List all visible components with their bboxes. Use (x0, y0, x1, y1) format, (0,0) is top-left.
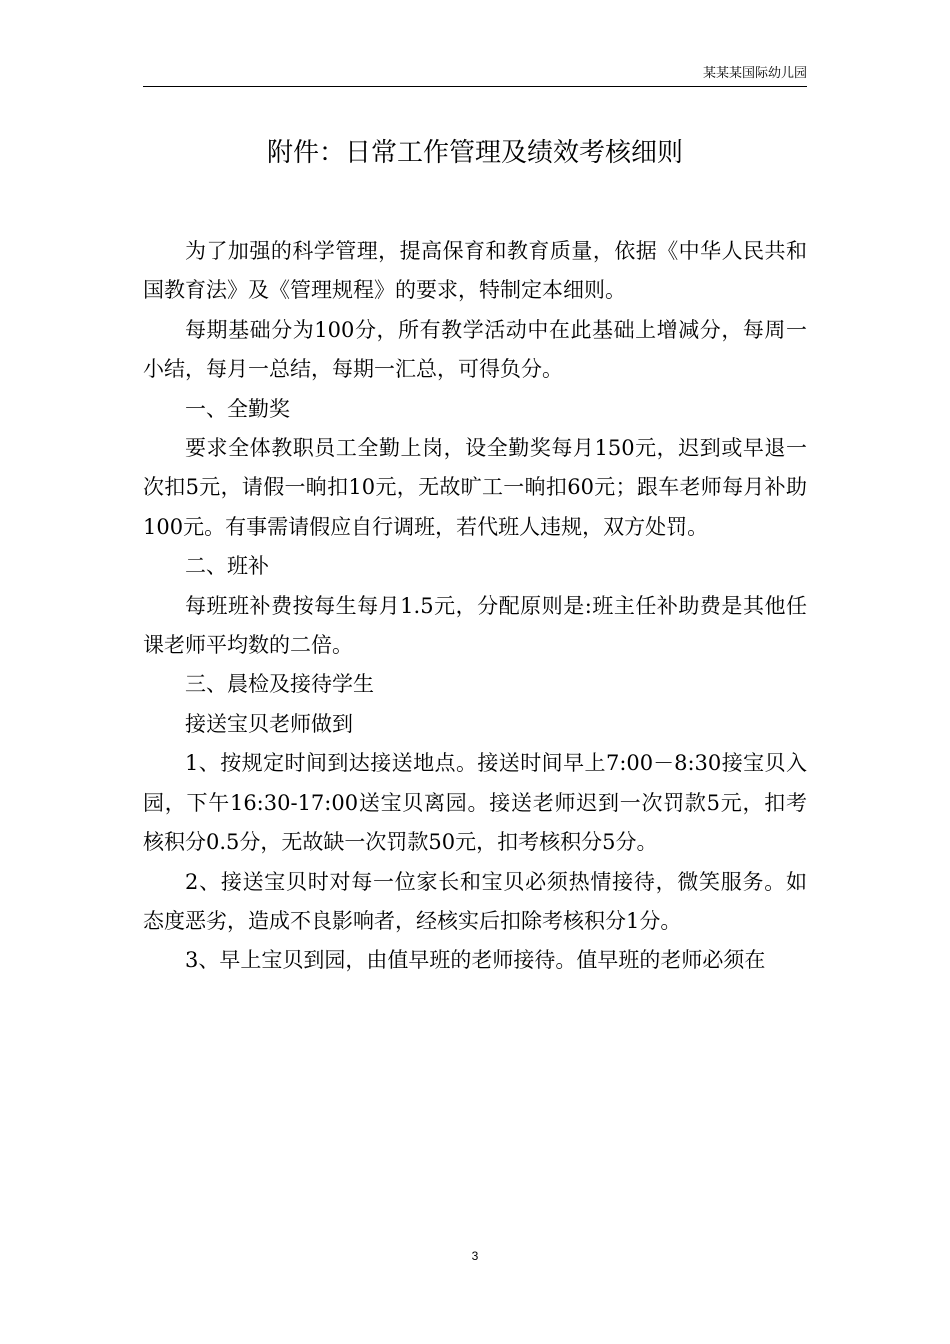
document-title: 附件：日常工作管理及绩效考核细则 (266, 138, 683, 168)
section-heading-class-subsidy: 二、班补 (185, 554, 269, 579)
paragraph-base-score: 每期基础分为100分，所有教学活动中在此基础上增减分，每周一小结，每月一总结，每期一汇总，可得负分。 (143, 317, 807, 382)
paragraph-class-subsidy: 每班班补费按每生每月1.5元，分配原则是:班主任补助费是其他任课老师平均数的二倍。 (143, 593, 807, 658)
paragraph-item-2: 2、接送宝贝时对每一位家长和宝贝必须热情接待，微笑服务。如态度恶劣，造成不良影响者，经核实后扣除考核积分1分。 (143, 869, 807, 933)
paragraph-pickup-teachers: 接送宝贝老师做到 (185, 711, 353, 736)
paragraph-intro: 为了加强的科学管理，提高保育和教育质量，依据《中华人民共和国教育法》及《管理规程》的要求，特制定本细则。 (143, 239, 807, 303)
header-divider (143, 86, 807, 87)
section-heading-attendance: 一、全勤奖 (185, 396, 290, 421)
header-organization-name: 某某某国际幼儿园 (702, 66, 807, 81)
paragraph-item-3: 3、早上宝贝到园，由值早班的老师接待。值早班的老师必须在 (185, 948, 766, 973)
document-body (143, 232, 807, 981)
section-heading-morning-check: 三、晨检及接待学生 (185, 672, 374, 697)
paragraph-attendance: 要求全体教职员工全勤上岗，设全勤奖每月150元，迟到或早退一次扣5元，请假一晌扣10元，无故旷工一晌扣60元；跟车老师每月补助100元。有事需请假应自行调班，若代班人违规，双方处罚。 (143, 436, 807, 539)
page-number: 3 (471, 1249, 479, 1263)
paragraph-item-1: 1、按规定时间到达接送地点。接送时间早上7:00－8:30接宝贝入园，下午16:30-17:00送宝贝离园。接送老师迟到一次罚款5元，扣考核积分0.5分，无故缺一次罚款50元，扣考核积分5分。 (143, 751, 807, 855)
